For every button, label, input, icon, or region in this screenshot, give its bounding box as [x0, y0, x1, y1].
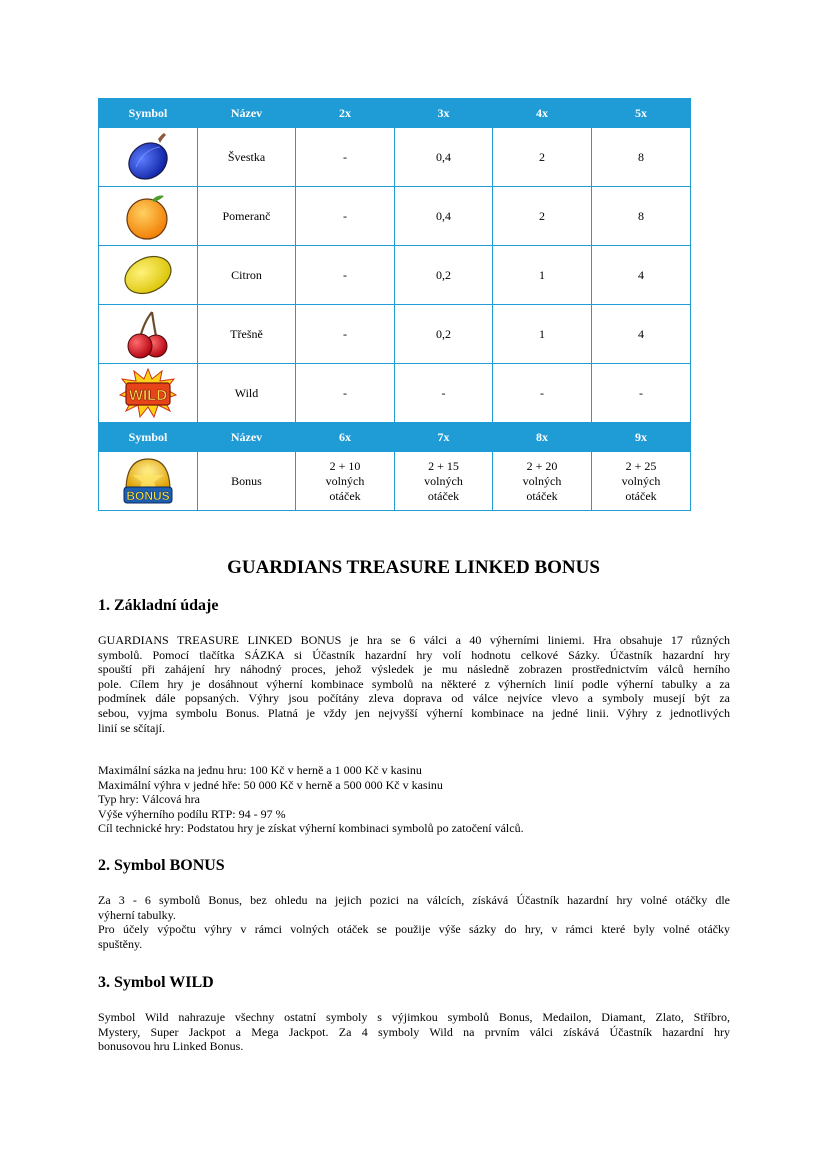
payout-2x: - [296, 246, 395, 305]
fact-max-bet: Maximální sázka na jednu hru: 100 Kč v herně a 1 000 Kč v kasinu [98, 763, 422, 777]
payout-4x: 1 [493, 305, 592, 364]
payout-3x: 0,2 [395, 246, 493, 305]
bonus-icon [118, 455, 178, 507]
payout-2x: - [296, 305, 395, 364]
free-spins-label: volných [522, 473, 562, 488]
text-line: Za 3 - 6 symbolů Bonus, bez ohledu na jejich pozici na válcích, získává Účastník hazardní hry volné otáčky dle [98, 893, 730, 907]
payout-5x: 8 [592, 128, 691, 187]
section-paragraph-basic-info [98, 633, 730, 735]
payout-4x: 1 [493, 246, 592, 305]
payout-4x: - [493, 364, 592, 423]
fact-game-type: Typ hry: Válcová hra [98, 792, 200, 807]
header-symbol: Symbol [99, 423, 198, 452]
text-line: spuštěny. [98, 936, 143, 951]
free-spins-label: otáček [427, 488, 460, 503]
header-9x: 9x [592, 423, 691, 452]
free-spins-count: 2 + 10 [329, 458, 361, 473]
text-line: Mystery, Super Jackpot a Mega Jackpot. Za 4 symboly Wild na prvním válci získává Účastník hazardní hry [98, 1024, 730, 1039]
free-spins-label: otáček [329, 488, 361, 503]
symbol-cell [99, 246, 198, 305]
fact-max-win: Maximální výhra v jedné hře: 50 000 Kč v herně a 500 000 Kč v kasinu [98, 777, 443, 792]
payout-2x: - [296, 364, 395, 423]
header-6x: 6x [296, 423, 395, 452]
symbol-name: Švestka [198, 128, 296, 187]
paytable [98, 98, 691, 511]
payout-3x: 0,4 [395, 187, 493, 246]
section-paragraph-bonus [98, 893, 730, 951]
payout-4x: 2 [493, 187, 592, 246]
text-line: bonusovou hru Linked Bonus. [98, 1039, 244, 1054]
free-spins-label: volných [424, 473, 463, 488]
payout-5x: 4 [592, 305, 691, 364]
symbol-cell [99, 128, 198, 187]
symbol-cell [99, 187, 198, 246]
symbol-name: Wild [198, 364, 296, 423]
header-3x: 3x [395, 99, 493, 128]
symbol-name: Bonus [198, 452, 296, 511]
free-spins-count: 2 + 25 [625, 458, 657, 473]
table-row [99, 246, 691, 305]
symbol-name: Třešně [198, 305, 296, 364]
free-spins-label: otáček [625, 488, 657, 503]
lemon-icon [118, 249, 178, 301]
text-line: výherní tabulky. [98, 907, 176, 922]
header-5x: 5x [592, 99, 691, 128]
section-paragraph-wild [98, 1010, 730, 1054]
free-spins-7x [395, 452, 493, 511]
paytable-header [99, 99, 691, 128]
fact-rtp: Výše výherního podílu RTP: 94 - 97 % [98, 806, 286, 821]
free-spins-label: volných [325, 473, 365, 488]
payout-4x: 2 [493, 128, 592, 187]
header-8x: 8x [493, 423, 592, 452]
header-7x: 7x [395, 423, 493, 452]
text-line: Symbol Wild nahrazuje všechny ostatní symboly s výjimkou symbolů Bonus, Medailon, Diamant, Zlato, Stříbro, [98, 1010, 730, 1024]
text-line: linií se sčítají. [98, 720, 165, 735]
fact-goal: Cíl technické hry: Podstatou hry je získat výherní kombinaci symbolů po zatočení válců. [98, 821, 524, 836]
svg-text:BONUS: BONUS [126, 489, 170, 503]
svg-text:WILD: WILD [128, 387, 168, 404]
free-spins-label: otáček [526, 488, 558, 503]
symbol-cell [99, 305, 198, 364]
game-facts-list [98, 763, 730, 836]
wild-icon [118, 367, 178, 419]
payout-2x: - [296, 187, 395, 246]
header-name: Název [198, 423, 296, 452]
document-title: GUARDIANS TREASURE LINKED BONUS [227, 557, 600, 578]
text-line: pole. Cílem hry je dosáhnout výherní kombinace symbolů na některé z výherních linií podle výherní tabulky a za [98, 676, 730, 691]
text-line: spouští při zahájení hry náhodný proces, jehož výsledek je mu následně zobrazen prostřednictvím válců herního [98, 662, 730, 677]
section-heading-basic-info: 1. Základní údaje [98, 597, 219, 614]
text-line: GUARDIANS TREASURE LINKED BONUS je hra se 6 válci a 40 výherními liniemi. Hra obsahuje 17 různých [98, 633, 730, 647]
symbol-name: Citron [198, 246, 296, 305]
payout-3x: 0,2 [395, 305, 493, 364]
header-4x: 4x [493, 99, 592, 128]
text-line: symbolů. Pomocí tlačítka SÁZKA si Účastník hazardní hry volí hodnotu celkové Sázky. Účastník hazardní hry [98, 647, 730, 662]
text-line: Pro účely výpočtu výhry v rámci volných otáček se použije výše sázky do hry, v rámci které byly volné otáčky [98, 922, 730, 937]
cherry-icon [118, 308, 178, 360]
free-spins-6x [296, 452, 395, 511]
free-spins-label: volných [621, 473, 661, 488]
free-spins-9x [592, 452, 691, 511]
paytable-header-bonus [99, 423, 691, 452]
payout-2x: - [296, 128, 395, 187]
text-line: podmínek dále popsaných. Výhry jsou počítány zleva doprava od válce nejvíce vlevo a symboly musejí být za [98, 691, 730, 706]
payout-3x: 0,4 [395, 128, 493, 187]
header-2x: 2x [296, 99, 395, 128]
table-row [99, 364, 691, 423]
free-spins-8x [493, 452, 592, 511]
table-row [99, 128, 691, 187]
section-heading-wild: 3. Symbol WILD [98, 974, 214, 991]
text-line: sebou, vyjma symbolu Bonus. Platná je vždy jen nejvyšší výherní kombinace na jedné linii. Výhry z jednotlivých [98, 705, 730, 720]
payout-5x: 4 [592, 246, 691, 305]
table-row [99, 305, 691, 364]
table-row-bonus [99, 452, 691, 511]
payout-5x: 8 [592, 187, 691, 246]
payout-3x: - [395, 364, 493, 423]
table-row [99, 187, 691, 246]
symbol-name: Pomeranč [198, 187, 296, 246]
section-heading-bonus: 2. Symbol BONUS [98, 857, 225, 874]
free-spins-count: 2 + 15 [428, 458, 459, 473]
free-spins-count: 2 + 20 [526, 458, 558, 473]
symbol-cell [99, 364, 198, 423]
header-name: Název [198, 99, 296, 128]
payout-5x: - [592, 364, 691, 423]
plum-icon [118, 131, 178, 183]
symbol-cell [99, 452, 198, 511]
header-symbol: Symbol [99, 99, 198, 128]
orange-icon [118, 190, 178, 242]
